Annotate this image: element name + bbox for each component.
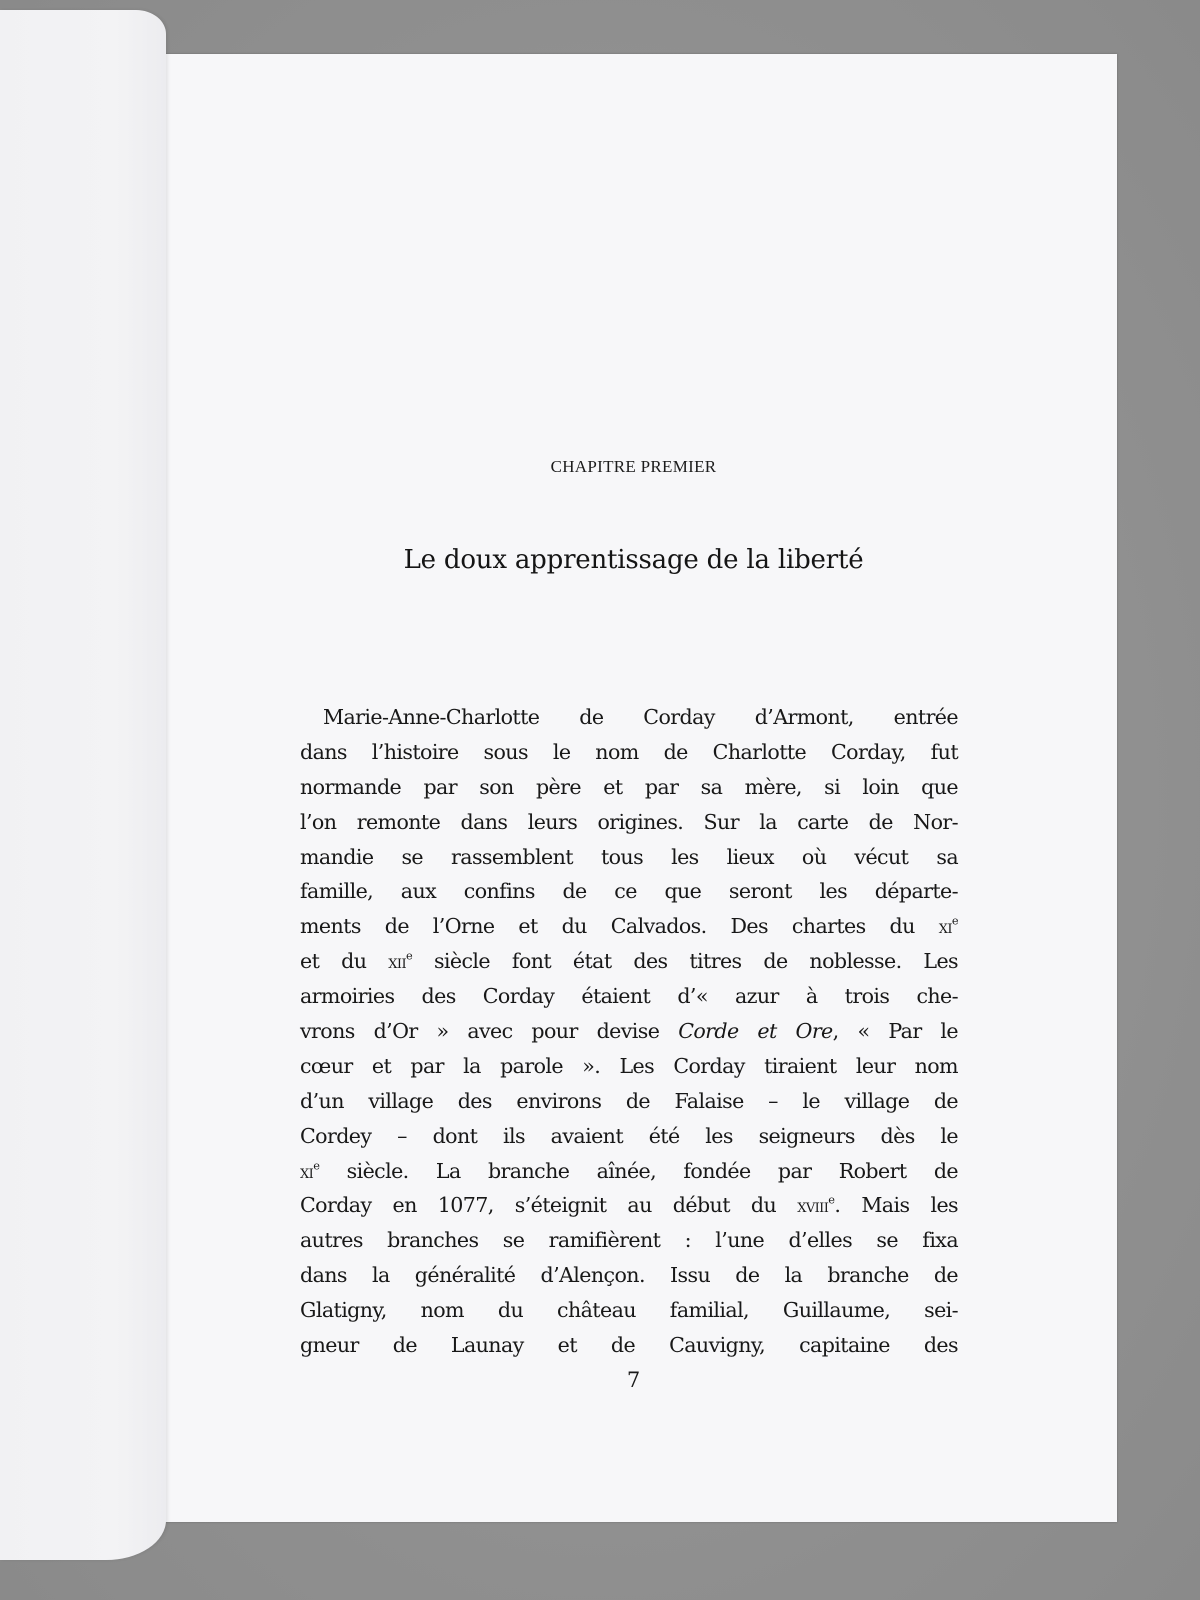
text-run: siècle font état des titres de noblesse. Les (412, 949, 959, 974)
superscript: e (313, 1158, 320, 1173)
text-line (300, 874, 958, 909)
body-paragraph (300, 700, 958, 1363)
roman-numeral: xi (300, 1160, 314, 1183)
text-run: ments de l’Orne et du Calvados. Des chartes du (300, 914, 939, 939)
text-run: Cordey – dont ils avaient été les seigneurs dès le (300, 1123, 958, 1148)
text-line (300, 840, 958, 875)
page-number: 7 (626, 1368, 641, 1392)
text-line (300, 1014, 958, 1049)
text-line (300, 1154, 958, 1189)
text-run: dans la généralité d’Alençon. Issu de la branche de (300, 1263, 958, 1288)
text-run: famille, aux confins de ce que seront les départe- (300, 879, 958, 904)
facing-left-page (0, 10, 166, 1560)
text-run: l’on remonte dans leurs origines. Sur la carte de Nor- (300, 809, 958, 834)
text-line (300, 1328, 958, 1363)
text-line (300, 770, 958, 805)
roman-numeral: xviii (797, 1195, 829, 1218)
text-run: Corday en 1077, s’éteignit au début du (300, 1193, 798, 1218)
text-line (300, 909, 958, 944)
chapter-title: Le doux apprentissage de la liberté (403, 545, 864, 575)
text-run: dans l’histoire sous le nom de Charlotte Corday, fut (300, 739, 958, 764)
text-line (300, 1223, 958, 1258)
text-run: cœur et par la parole ». Les Corday tiraient leur nom (300, 1053, 958, 1078)
text-run: mandie se rassemblent tous les lieux où vécut sa (300, 844, 958, 869)
text-run: Glatigny, nom du château familial, Guillaume, sei- (300, 1298, 958, 1323)
text-run: autres branches se ramifièrent : l’une d’elles se fixa (300, 1228, 958, 1253)
text-line (300, 979, 958, 1014)
text-run: gneur de Launay et de Cauvigny, capitaine des (300, 1333, 958, 1358)
text-line (300, 1084, 958, 1119)
roman-numeral: xii (388, 951, 406, 974)
text-line (300, 1119, 958, 1154)
text-line (300, 1258, 958, 1293)
superscript: e (405, 948, 413, 963)
superscript: e (828, 1192, 835, 1207)
text-run: vrons d’Or » avec pour devise (300, 1019, 679, 1044)
book-page (150, 54, 1117, 1522)
superscript: e (951, 913, 958, 928)
text-run: et du (300, 949, 389, 974)
text-line (300, 700, 958, 735)
text-line (300, 1049, 958, 1084)
text-line (300, 805, 958, 840)
text-line (300, 1293, 958, 1328)
text-run: armoiries des Corday étaient d’« azur à trois che- (300, 984, 958, 1009)
text-line (300, 1188, 958, 1223)
text-run: siècle. La branche aînée, fondée par Robert de (319, 1158, 958, 1183)
chapter-label: CHAPITRE PREMIER (550, 457, 717, 476)
text-run: Marie-Anne-Charlotte de Corday d’Armont, entrée (323, 705, 958, 729)
roman-numeral: xi (938, 916, 952, 939)
text-run: d’un village des environs de Falaise – le village de (300, 1088, 958, 1113)
text-run: , « Par le (832, 1019, 958, 1044)
text-line (300, 735, 958, 770)
text-run: . Mais les (834, 1193, 959, 1218)
text-line (300, 944, 958, 979)
italic-text: Corde et Ore (678, 1019, 833, 1044)
text-run: normande par son père et par sa mère, si loin que (300, 774, 958, 799)
